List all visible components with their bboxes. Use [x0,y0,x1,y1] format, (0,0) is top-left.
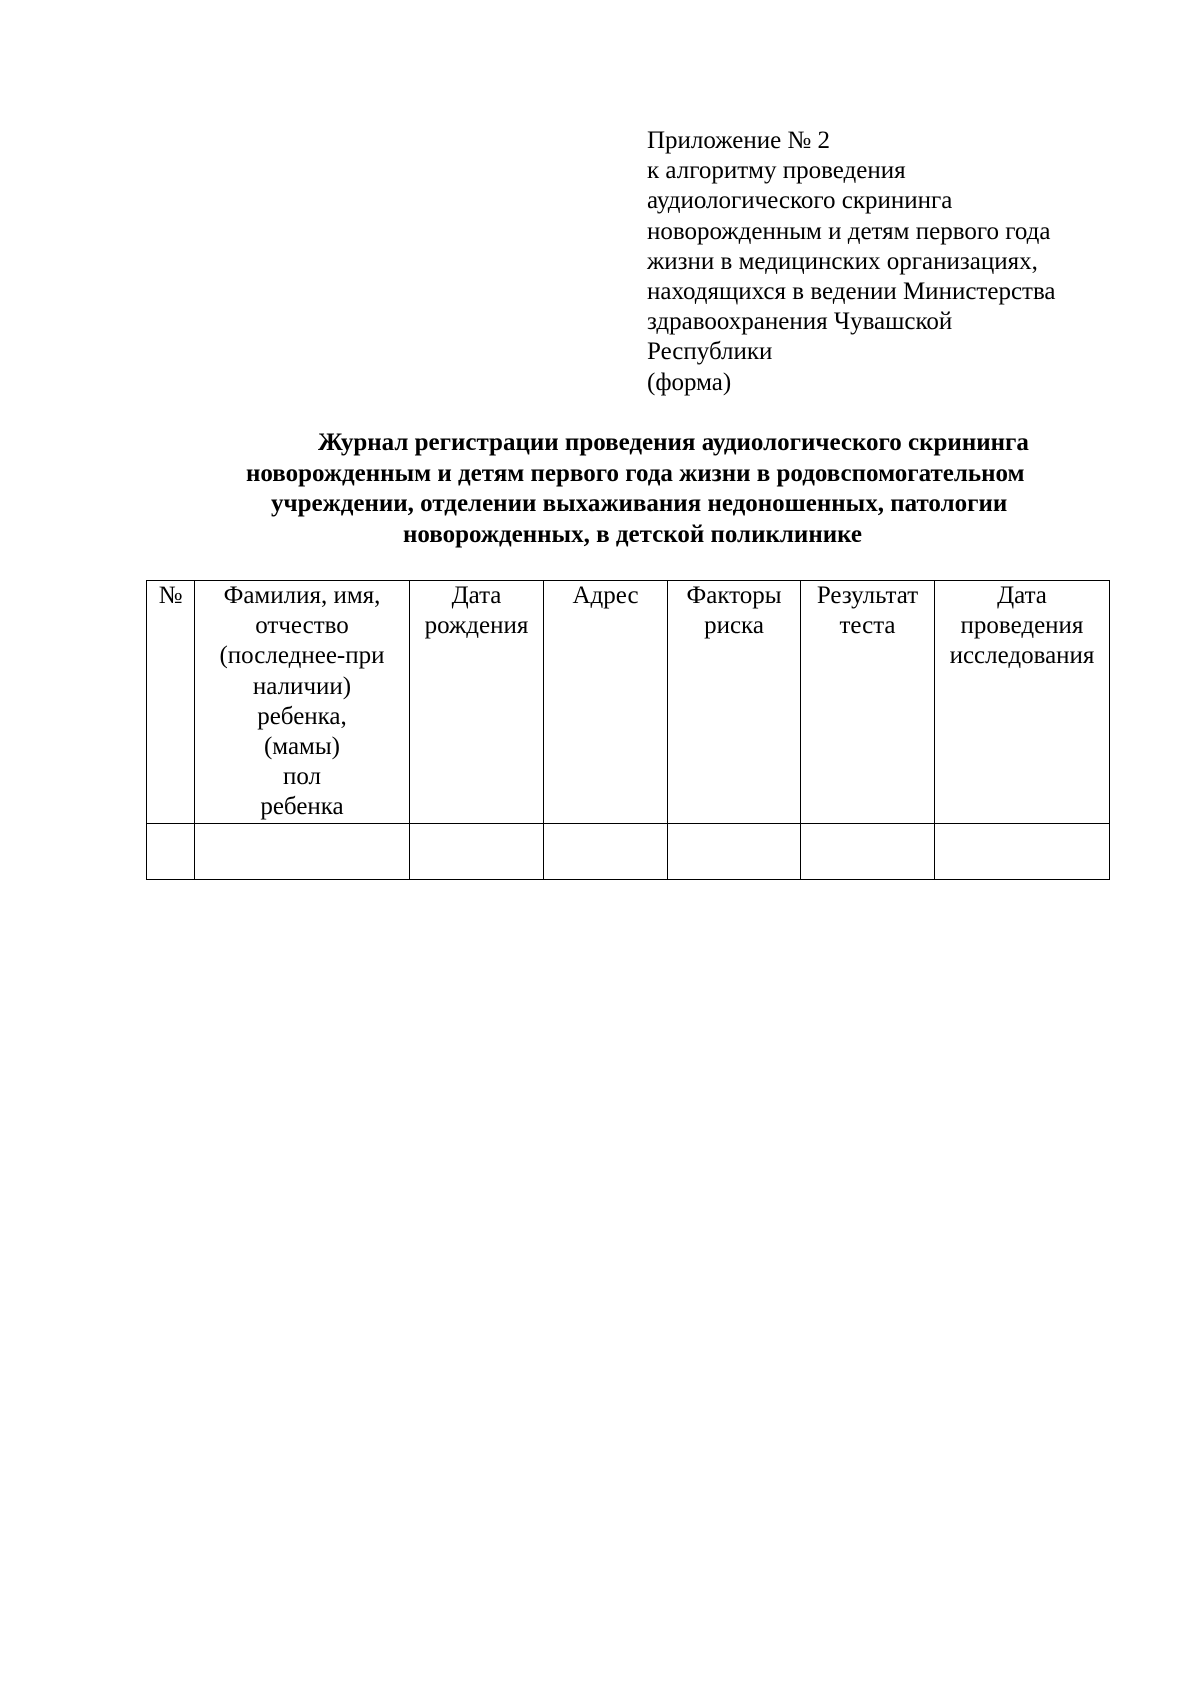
appendix-line: здравоохранения Чувашской [647,308,953,336]
header-text: Фамилия, имя, [223,582,381,609]
table-cell [668,824,801,880]
appendix-line: (форма) [647,368,732,396]
journal-title-line: Журнал регистрации проведения аудиологического скрининга [318,429,1029,456]
table-row [147,824,1110,880]
appendix-line: Республики [647,338,773,366]
header-cell-exam-date [935,581,1110,824]
header-cell-full-name [195,581,410,824]
journal-title-line: новорожденных, в детской поликлинике [402,520,863,548]
table-cell [410,824,544,880]
header-text: ребенка [260,793,344,821]
header-cell-number [147,581,195,824]
header-text: Дата [451,582,502,609]
header-text: наличии) [252,672,352,700]
journal-title-line: новорожденным и детям первого года жизни в родовспомогательном [246,459,1025,487]
journal-title [150,428,1115,550]
header-cell-address [544,581,668,824]
appendix-line: аудиологического скрининга [647,187,953,215]
table-cell [801,824,935,880]
table-cell [195,824,410,880]
header-text: Адрес [572,582,639,609]
header-text: (последнее-при [219,642,385,670]
header-text: № [158,582,183,609]
appendix-header [647,126,1167,398]
register-table [146,580,1110,880]
header-text: рождения [424,612,529,640]
header-text: Результат [816,582,919,609]
table-cell [935,824,1110,880]
header-cell-risk-factors [668,581,801,824]
table-cell [147,824,195,880]
header-cell-test-result [801,581,935,824]
header-text: Факторы [686,582,782,609]
header-text: пол [282,763,322,791]
journal-title-line: учреждении, отделении выхаживания недоношенных, патологии [271,490,1008,517]
header-cell-birth-date [410,581,544,824]
header-text: риска [704,612,764,640]
header-text: (мамы) [263,733,340,761]
appendix-line: к алгоритму проведения [647,157,906,185]
header-text: отчество [255,612,349,640]
header-text: исследования [949,642,1095,670]
header-text: проведения [960,612,1084,640]
appendix-line: жизни в медицинских организациях, [647,247,1038,275]
header-text: ребенка, [257,702,347,730]
appendix-line: новорожденным и детям первого года [647,217,1051,245]
table-cell [544,824,668,880]
appendix-line: Приложение № 2 [647,127,831,154]
table-header-row [147,581,1110,824]
header-text: Дата [997,582,1047,609]
header-text: теста [839,612,896,640]
appendix-line: находящихся в ведении Министерства [647,278,1056,306]
